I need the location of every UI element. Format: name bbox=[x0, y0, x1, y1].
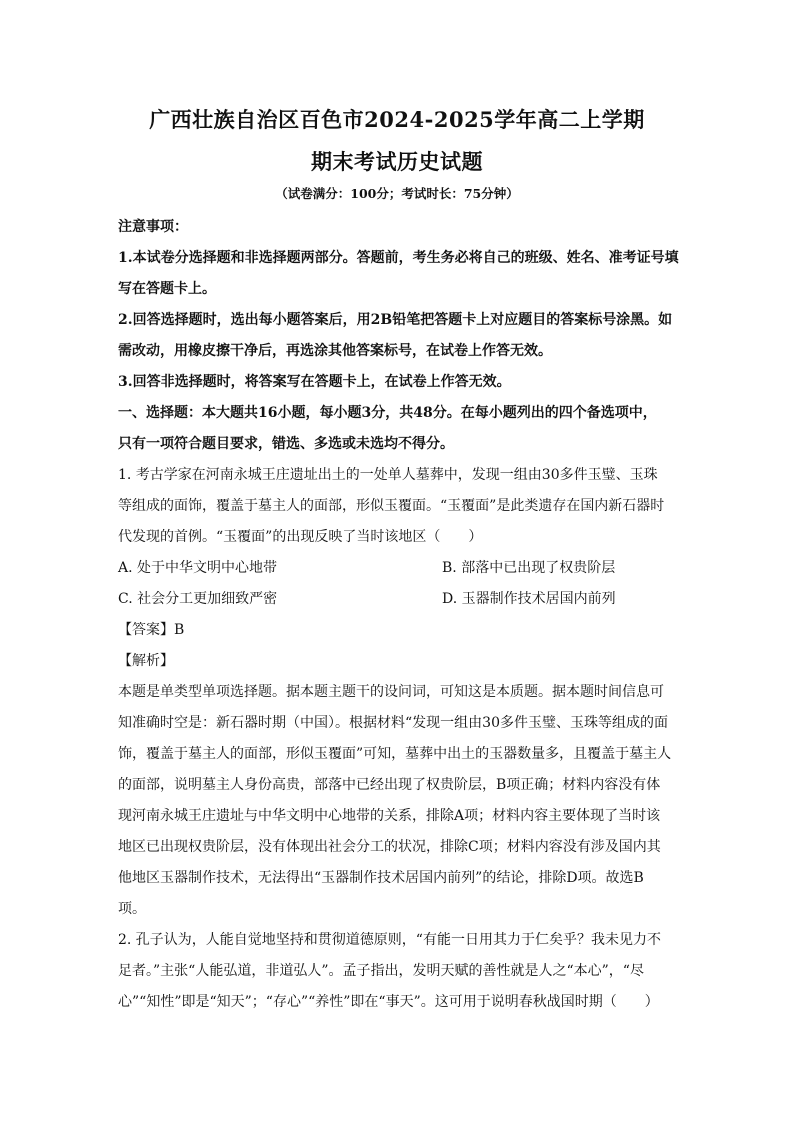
question-2-line2: 足者。”主张“人能弘道，非道弘人”。孟子指出，发明天赋的善性就是人之“本心”，“尽 bbox=[118, 963, 644, 979]
question-1-line3: 代发现的首例。“玉覆面”的出现反映了当时该地区（ ） bbox=[118, 529, 483, 545]
analysis-line: 本题是单类型单项选择题。据本题主题干的设问词，可知这是本质题。据本题时间信息可 bbox=[118, 684, 664, 700]
analysis-line: 地区已出现权贵阶层，没有体现出社会分工的状况，排除C项；材料内容没有涉及国内其 bbox=[118, 839, 661, 855]
exam-title-line2: 期末考试历史试题 bbox=[311, 149, 483, 174]
section1-line1: 一、选择题：本大题共16小题，每小题3分，共48分。在每小题列出的四个备选项中， bbox=[118, 405, 657, 421]
analysis-line: 知准确时空是：新石器时期（中国）。根据材料“发现一组由30多件玉璧、玉珠等组成的面 bbox=[118, 715, 668, 731]
option-d: D. 玉器制作技术居国内前列 bbox=[442, 591, 616, 607]
notice-1-line2: 写在答题卡上。 bbox=[118, 281, 216, 297]
question-1-line2: 等组成的面饰，覆盖于墓主人的面部，形似玉覆面。“玉覆面”是此类遗存在国内新石器时 bbox=[118, 498, 665, 514]
option-a: A. 处于中华文明中心地带 bbox=[118, 560, 278, 576]
notice-2-line2: 需改动，用橡皮擦干净后，再选涂其他答案标号，在试卷上作答无效。 bbox=[118, 343, 552, 359]
option-c: C. 社会分工更加细致严密 bbox=[118, 591, 278, 607]
notice-2-line1: 2.回答选择题时，选出每小题答案后，用2B铅笔把答题卡上对应题目的答案标号涂黑。如 bbox=[118, 312, 673, 328]
analysis-line: 的面部，说明墓主人身份高贵，部落中已经出现了权贵阶层，B项正确；材料内容没有体 bbox=[118, 777, 661, 793]
analysis-line: 饰，覆盖于墓主人的面部，形似玉覆面”可知，墓葬中出土的玉器数量多，且覆盖于墓主人 bbox=[118, 746, 672, 762]
notice-3: 3.回答非选择题时，将答案写在答题卡上，在试卷上作答无效。 bbox=[118, 374, 511, 390]
analysis-line: 现河南永城王庄遗址与中华文明中心地带的关系，排除A项；材料内容主要体现了当时该 bbox=[118, 808, 661, 824]
notice-1-line1: 1.本试卷分选择题和非选择题两部分。答题前，考生务必将自己的班级、姓名、准考证号填 bbox=[118, 250, 679, 266]
question-2-line3: 心”“知性”即是“知天”；“存心”“养性”即在“事天”。这可用于说明春秋战国时期（ ） bbox=[118, 994, 659, 1010]
question-1-options-row1 bbox=[118, 553, 676, 584]
analysis-line: 项。 bbox=[118, 901, 146, 917]
question-1-options-row2 bbox=[118, 584, 676, 615]
exam-body bbox=[118, 212, 679, 1018]
answer-label: 【答案】B bbox=[118, 622, 185, 638]
section1-line2: 只有一项符合题目要求，错选、多选或未选均不得分。 bbox=[118, 436, 454, 452]
analysis-line: 他地区玉器制作技术，无法得出“玉器制作技术居国内前列”的结论，排除D项。故选B bbox=[118, 870, 644, 886]
notice-heading: 注意事项： bbox=[118, 219, 188, 235]
question-2-line1: 2. 孔子认为，人能自觉地坚持和贯彻道德原则，“有能一日用其力于仁矣乎？我未见力不 bbox=[118, 932, 661, 948]
option-b: B. 部落中已出现了权贵阶层 bbox=[442, 560, 616, 576]
exam-title-line1: 广西壮族自治区百色市2024-2025学年高二上学期 bbox=[149, 107, 645, 132]
analysis-label: 【解析】 bbox=[118, 653, 174, 669]
exam-subtitle: （试卷满分：100分；考试时长：75分钟） bbox=[275, 186, 519, 201]
question-1-line1: 1. 考古学家在河南永城王庄遗址出土的一处单人墓葬中，发现一组由30多件玉璧、玉珠 bbox=[118, 467, 658, 483]
